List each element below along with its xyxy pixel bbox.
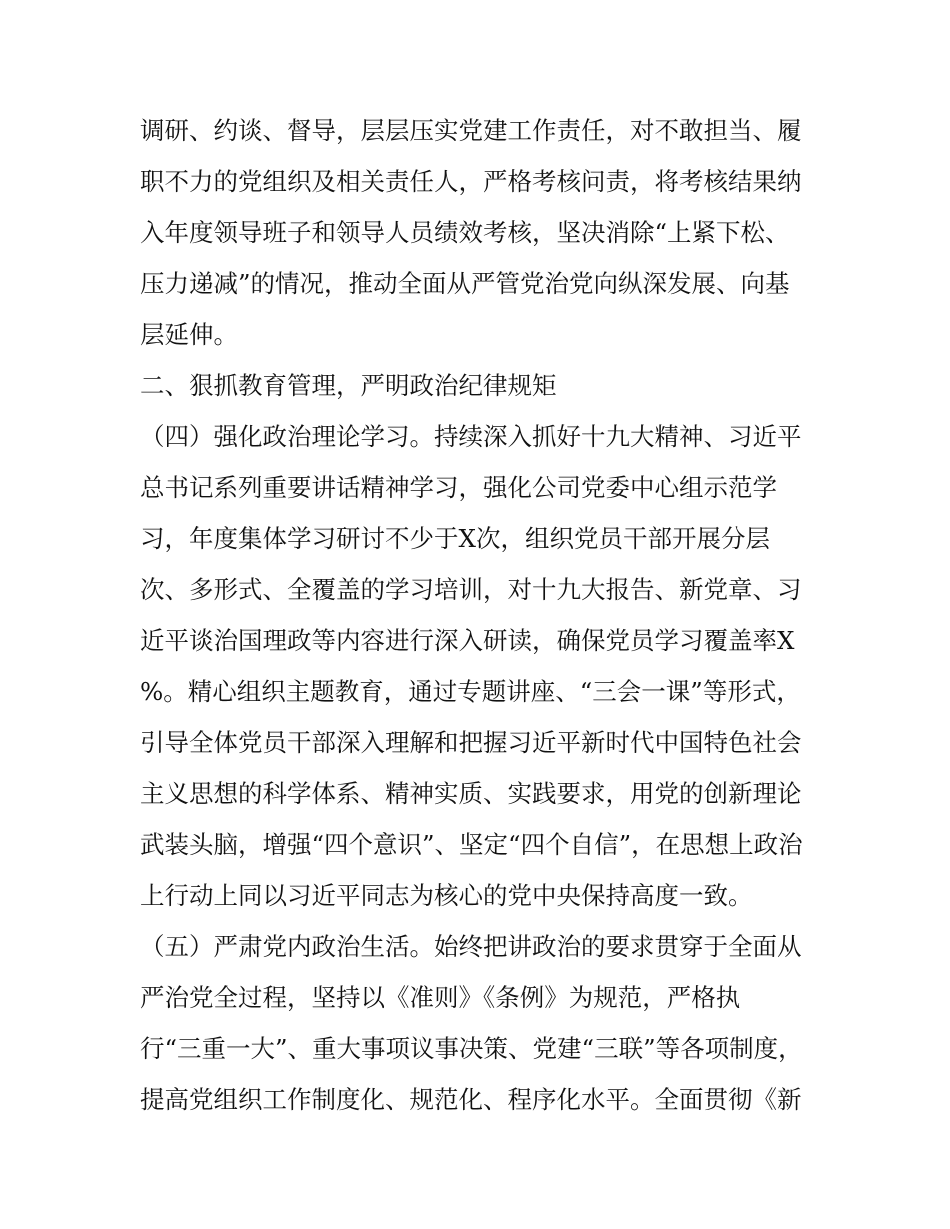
text-line: %。精心组织主题教育，通过专题讲座、“三会一课”等形式，	[140, 677, 801, 706]
text-line: （五）严肃党内政治生活。始终把讲政治的要求贯穿于全面从	[140, 932, 802, 961]
text-line: 上行动上同以习近平同志为核心的党中央保持高度一致。	[140, 881, 753, 910]
text-line: 层延伸。	[140, 320, 238, 349]
text-line: 严治党全过程，坚持以《准则》《条例》为规范，严格执	[140, 983, 741, 1012]
section-heading: 二、狠抓教育管理，严明政治纪律规矩	[140, 371, 557, 400]
text-line: 调研、约谈、督导，层层压实党建工作责任，对不敢担当、履	[140, 116, 802, 145]
text-line: 主义思想的科学体系、精神实质、实践要求，用党的创新理论	[140, 779, 802, 808]
text-line: （四）强化政治理论学习。持续深入抓好十九大精神、习近平	[140, 422, 802, 451]
text-line: 武装头脑，增强“四个意识”、坚定“四个自信”，在思想上政治	[140, 830, 803, 859]
body-text	[140, 105, 820, 1125]
text-line: 引导全体党员干部深入理解和把握习近平新时代中国特色社会	[140, 728, 802, 757]
text-line: 提高党组织工作制度化、规范化、程序化水平。全面贯彻《新	[140, 1085, 802, 1114]
text-line: 习，年度集体学习研讨不少于X次，组织党员干部开展分层	[140, 524, 770, 553]
text-line: 职不力的党组织及相关责任人，严格考核问责，将考核结果纳	[140, 167, 802, 196]
text-line: 近平谈治国理政等内容进行深入研读，确保党员学习覆盖率X	[140, 626, 795, 655]
text-line: 总书记系列重要讲话精神学习，强化公司党委中心组示范学	[140, 473, 777, 502]
text-line: 压力递减”的情况，推动全面从严管党治党向纵深发展、向基	[140, 269, 790, 298]
text-line: 入年度领导班子和领导人员绩效考核，坚决消除“上紧下松、	[140, 218, 790, 247]
text-line: 行“三重一大”、重大事项议事决策、党建“三联”等各项制度，	[140, 1034, 803, 1063]
text-line: 次、多形式、全覆盖的学习培训，对十九大报告、新党章、习	[140, 575, 802, 604]
